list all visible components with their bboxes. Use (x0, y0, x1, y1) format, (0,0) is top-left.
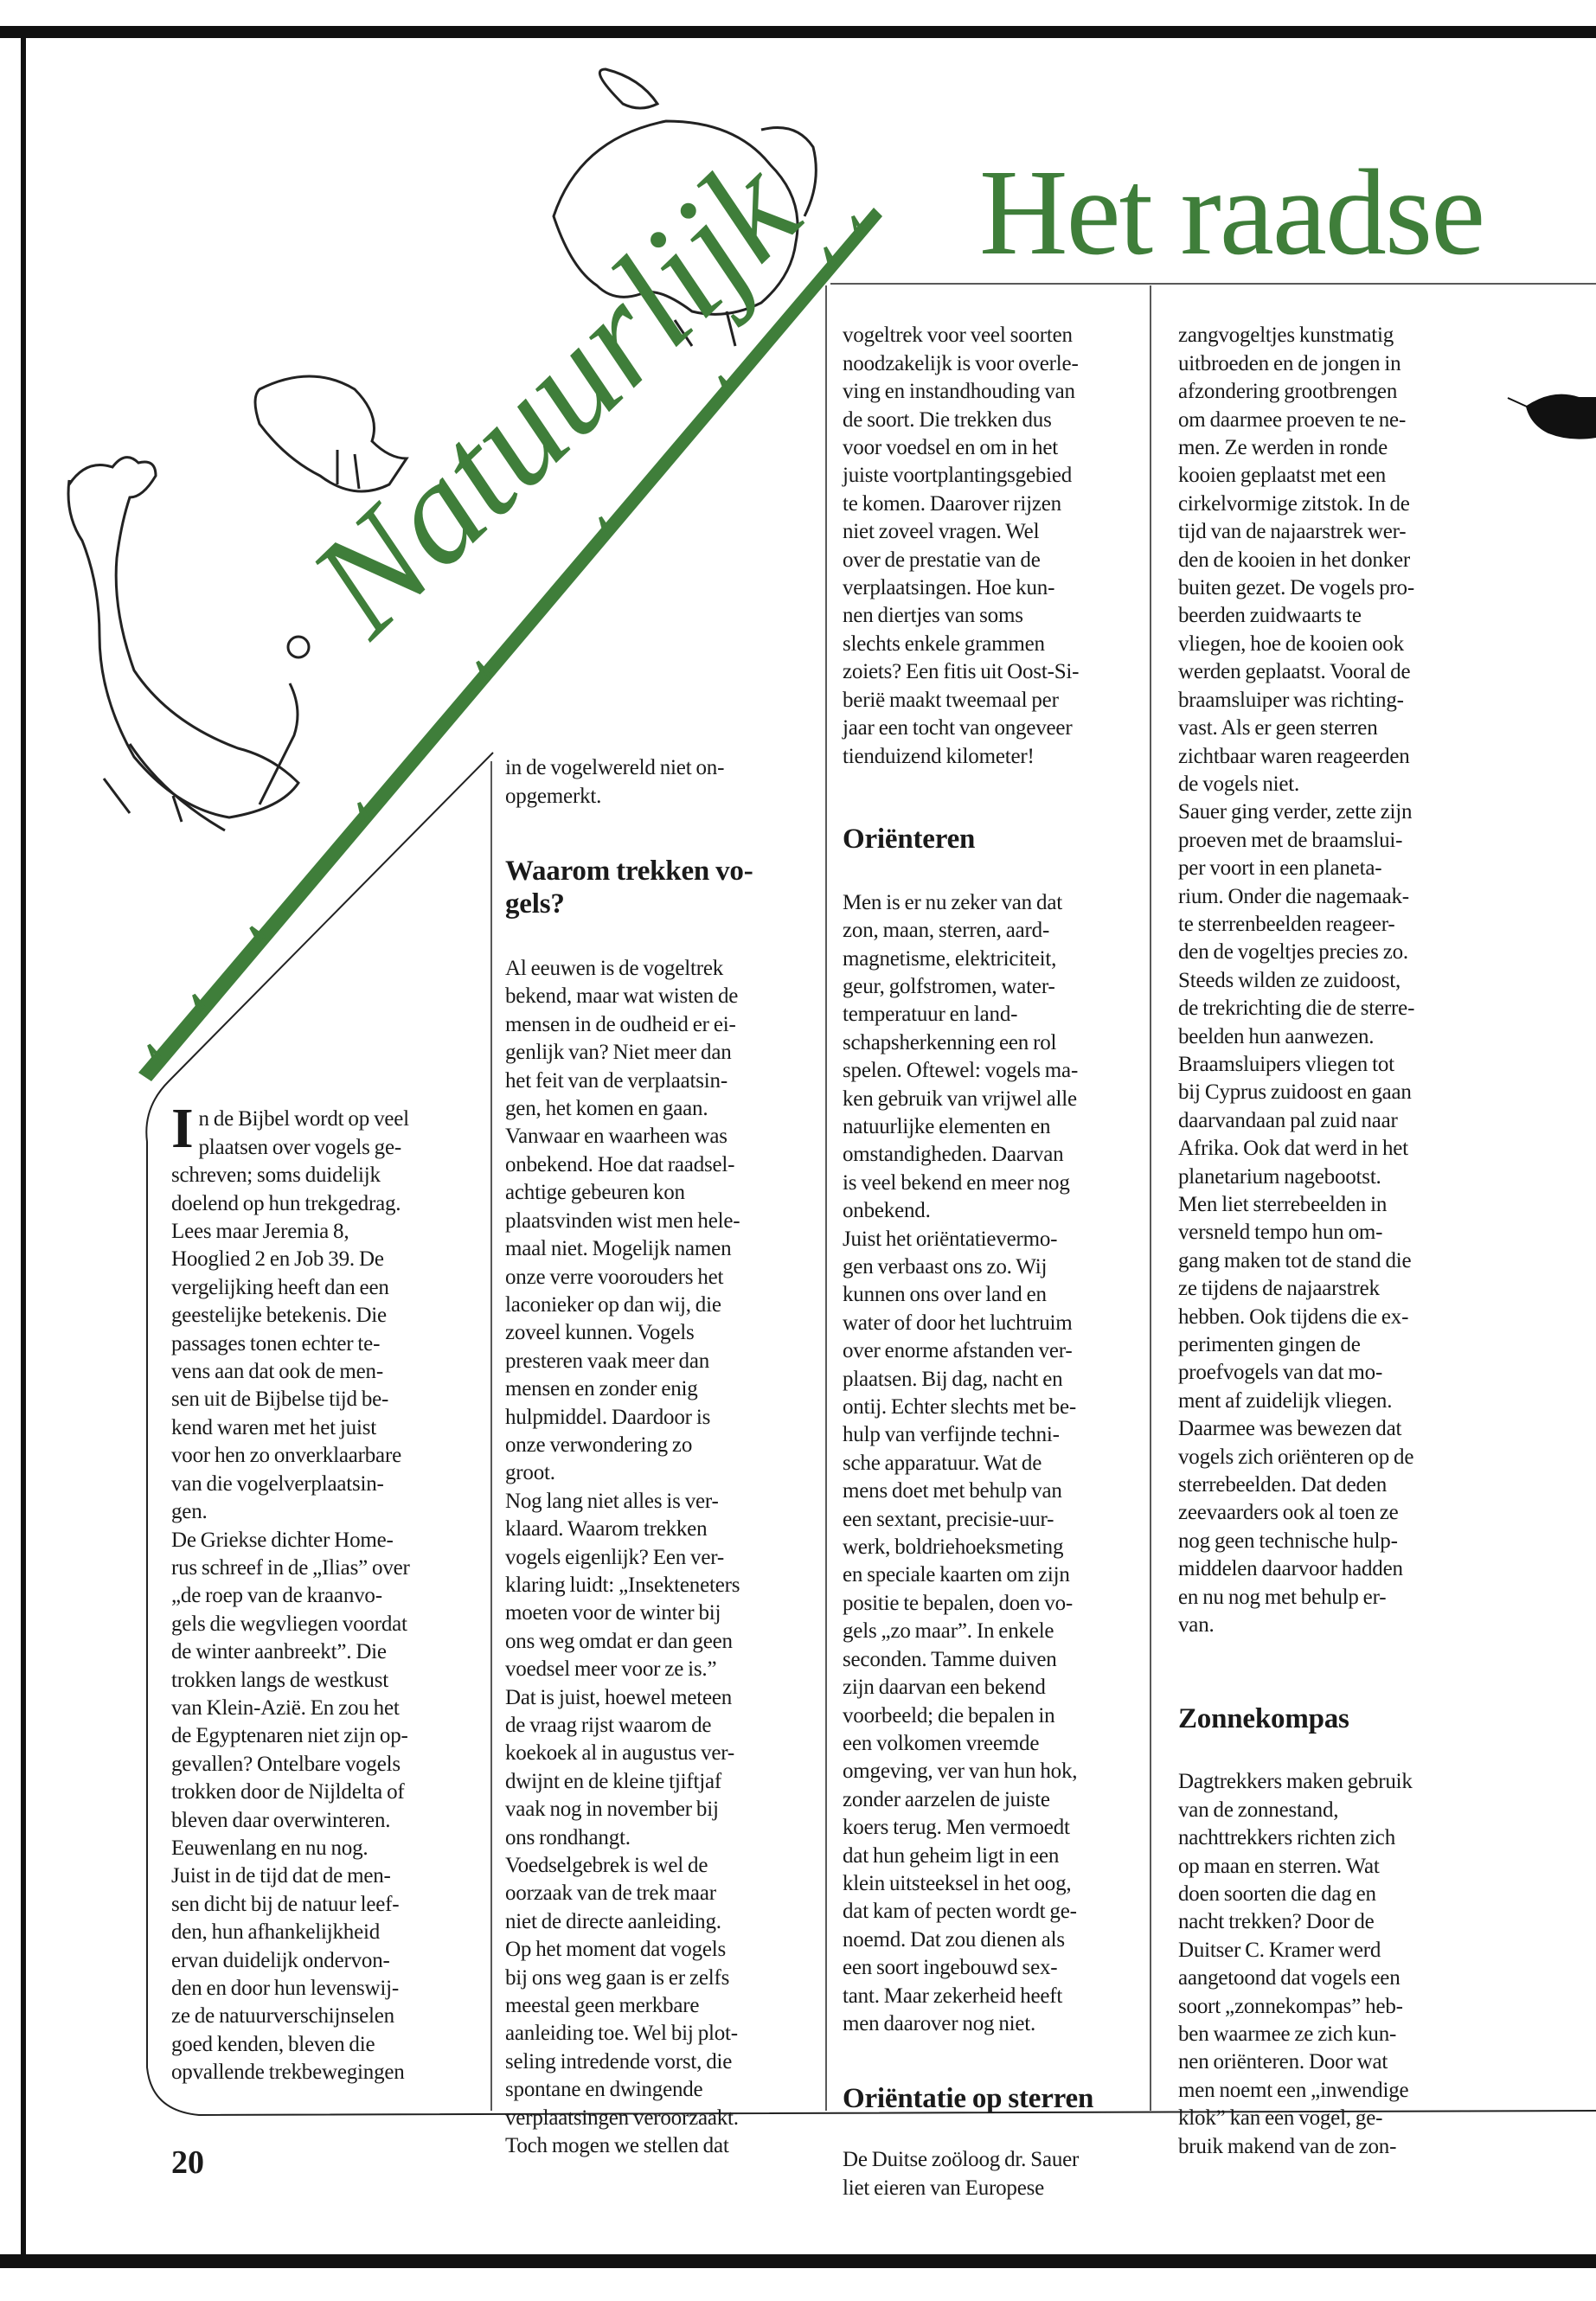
heading-zonnekompas: Zonnekompas (1178, 1702, 1349, 1734)
heading-orienteren: Oriënteren (843, 824, 976, 856)
column-2-intro: in de vogelwereld niet on- opgemerkt. (505, 756, 725, 808)
heading-orientatie-op-sterren: Oriëntatie op sterren (843, 2082, 1094, 2114)
column-2 (505, 727, 824, 2189)
rooster-illustration (68, 458, 298, 830)
heading-waarom: Waarom trekken vo- gels? (505, 855, 753, 920)
column-2-text: Al eeuwen is de vogeltrek bekend, maar wat wisten de mensen in de oudheid er ei- genlijk van? Niet meer dan het feit van de verplaatsin- gen, het komen en gaan. Vanwaar en waarheen was onbekend. Hoe dat raadsel- achtige gebeuren kon plaatsvinden wist men hele- maal niet. Mogelijk namen onze verre voorouders het laconieker op dan wij, die zoveel kunnen. Vogels presteren vaak meer dan mensen en zonder enig hulpmiddel. Daardoor is onze verwondering zo groot. Nog lang niet alles is ver- klaard. Waarom trekken vogels eigenlijk? Een ver- klaring luidt: „Insekteneters moeten voor de winter bij ons weg omdat er dan geen voedsel meer voor ze is.” Dat is juist, hoewel meteen de vraag rijst waarom de koekoek al in augustus ver- dwijnt en de kleine tjiftjaf vaak nog in november bij ons rondhangt. Voedselgebrek is wel de oorzaak van de trek maar niet de directe aanleiding. Op het moment dat vogels bij ons weg gaan is er zelfs meestal geen merkbare aanleiding toe. Wel bij plot- seling intredende vorst, die spontane en dwingende verplaatsingen veroorzaakt. Toch mogen we stellen dat (505, 957, 740, 2158)
column-4-text: Dagtrekkers maken gebruik van de zonnestand, nachttrekkers richten zich op maan en sterren. Wat doen soorten die dag en nacht trekken? Door de Duitser C. Kramer werd aangetoond dat vogels een soort „zonnekompas” heb- ben waarmee ze zich kun- nen oriënteren. Door wat men noemt een „inwendige klok” kan een vogel, ge- bruik makend van de zon- (1178, 1770, 1413, 2158)
column-4 (1178, 294, 1490, 2189)
column-3-intro: vogeltrek voor veel soorten noodzakelijk is voor overle- ving en instandhouding van de soort. Die trekken dus voor voedsel en om in het juiste voortplantingsgebied te komen. Daarover rijzen niet zoveel vragen. Wel over de prestatie van de verplaatsingen. Hoe kun- nen diertjes van soms slechts enkele grammen zoiets? Een fitis uit Oost-Si- berië maakt tweemaal per jaar een tocht van ongeveer tienduizend kilometer! (843, 324, 1080, 768)
page-number: 20 (171, 2144, 204, 2181)
column-3 (843, 294, 1145, 2230)
section-label-natuurlijk: Natuurlijk (279, 128, 829, 665)
column-3-text-2: De Duitse zoöloog dr. Sauer liet eieren van Europese (843, 2148, 1080, 2200)
column-3-text-1: Men is er nu zeker van dat zon, maan, sterren, aard- magnetisme, elektriciteit, geur, golfstromen, water- temperatuur en land- schapsherkenning een rol spelen. Oftewel: vogels ma- ken gebruik van vrijwel alle natuurlijke elementen en omstandigheden. Daarvan is veel bekend en meer nog onbekend. Juist het oriëntatievermo- gen verbaast ons zo. Wij kunnen ons over land en water of door het luchtruim over enorme afstanden ver- plaatsen. Bij dag, nacht en ontij. Echter slechts met be- hulp van verfijnde techni- sche apparatuur. Wat de mens doet met behulp van een sextant, precisie-uur- werk, boldriehoeksmeting en speciale kaarten om zijn positie te bepalen, doen vo- gels „zo maar”. In enkele seconden. Tamme duiven zijn daarvan een bekend voorbeeld; die bepalen in een volkomen vreemde omgeving, ver van hun hok, zonder aarzelen de juiste koers terug. Men vermoedt dat hun geheim ligt in een klein uitsteeksel in het oog, dat kam of pecten wordt ge- noemd. Dat zou dienen als een soort ingebouwd sex- tant. Maar zekerheid heeft men daarover nog niet. (843, 890, 1079, 2035)
column-1-text: n de Bijbel wordt op veel plaatsen over vogels ge- schreven; soms duidelijk doelend op hun trekgedrag. Lees maar Jeremia 8, Hooglied 2 en Job 39. De vergelijking heeft dan een geestelijke betekenis. Die passages tonen echter te- vens aan dat ook de men- sen uit de Bijbelse tijd be- kend waren met het juist voor hen zo onverklaarbare van die vogelverplaatsin- gen. De Griekse dichter Home- rus schreef in de „Ilias” over „de roep van de kraanvo- gels die wegvliegen voordat de winter aanbreekt”. Die trokken langs de westkust van Klein-Azië. En zou het de Egyptenaren niet zijn op- gevallen? Ontelbare vogels trokken door de Nijldelta of bleven daar overwinteren. Eeuwenlang en nu nog. Juist in de tijd dat de men- sen dicht bij de natuur leef- den, hun afhankelijkheid ervan duidelijk ondervon- den en door hun levenswij- ze de natuurverschijnselen goed kenden, bleven die opvallende trekbewegingen (171, 1107, 410, 2085)
column-1 (171, 1078, 483, 2087)
article-title: Het raadse (979, 144, 1484, 280)
column-4-intro: zangvogeltjes kunstmatig uitbroeden en de jongen in afzondering grootbrengen om daarmee proeven te ne- men. Ze werden in ronde kooien geplaatst met een cirkelvormige zitstok. In de tijd van de najaarstrek wer- den de kooien in het donker buiten gezet. De vogels pro- beerden zuidwaarts te vliegen, hoe de kooien ook werden geplaatst. Vooral de braamsluiper was richting- vast. Als er geen sterren zichtbaar waren reageerden de vogels niet. Sauer ging verder, zette zijn proeven met de braamslui- per voort in een planeta- rium. Onder die nagemaak- te sterrenbeelden reageer- den de vogeltjes precies zo. Steeds wilden ze zuidoost, de trekrichting die de sterre- beelden hun aanwezen. Braamsluipers vliegen tot bij Cyprus zuidoost en gaan daarvandaan pal zuid naar Afrika. Ook dat werd in het planetarium nagebootst. Men liet sterrebeelden in versneld tempo hun om- gang maken tot de stand die ze tijdens de najaarstrek hebben. Ook tijdens die ex- perimenten gingen de proefvogels van dat mo- ment af zuidelijk vliegen. Daarmee was bewezen dat vogels zich oriënteren op de sterrebeelden. Dat deden zeevaarders ook al toen ze nog geen technische hulp- middelen daarvoor hadden en nu nog met behulp er- van. (1178, 324, 1415, 1638)
small-bird-illustration (1508, 395, 1596, 439)
drop-cap: I (171, 1097, 194, 1161)
